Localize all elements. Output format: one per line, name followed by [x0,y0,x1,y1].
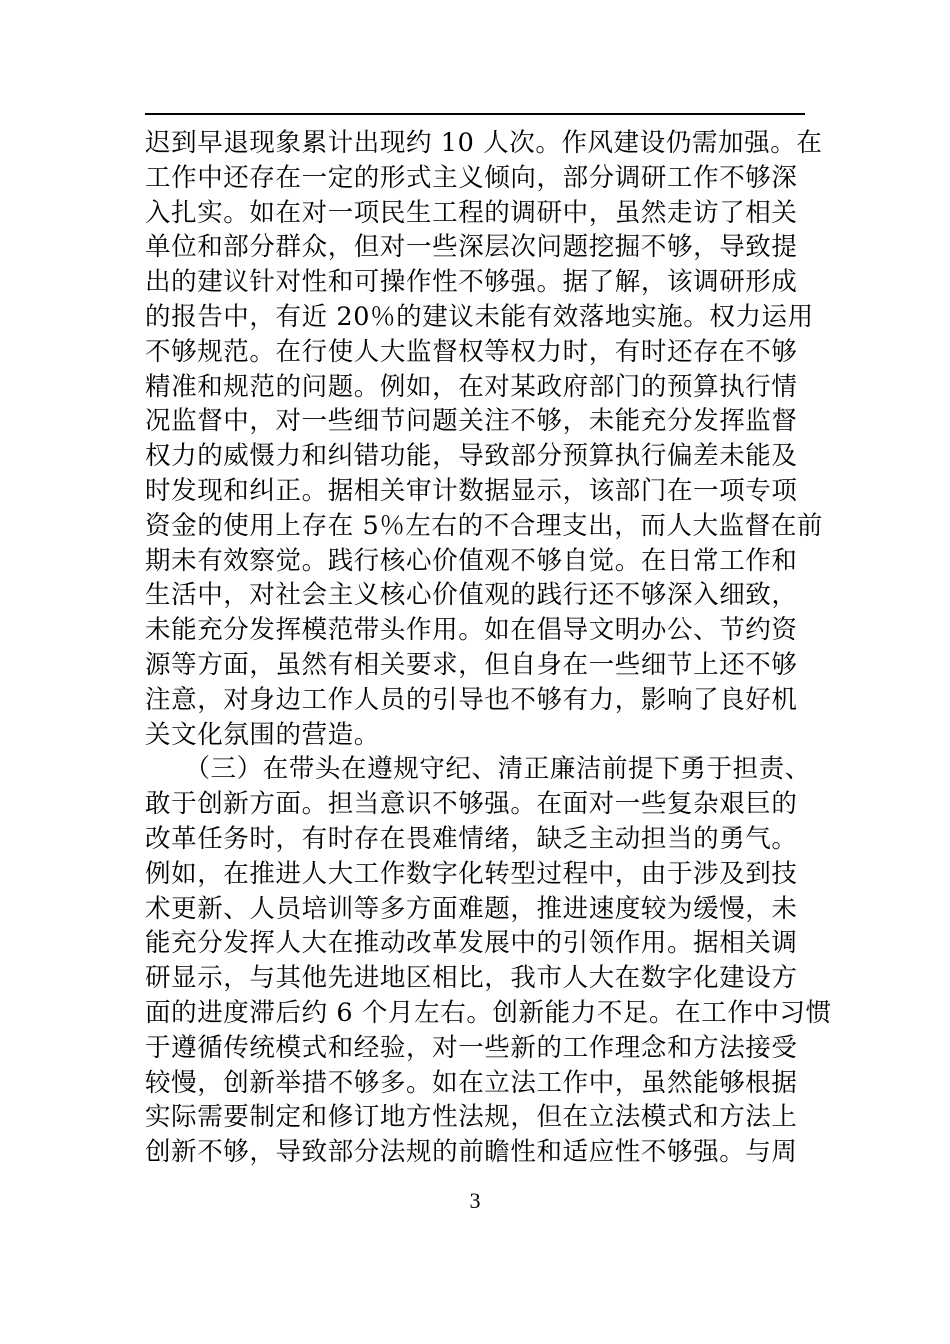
text-line: 实际需要制定和修订地方性法规，但在立法模式和方法上 [145,1102,798,1133]
text-line: 精准和规范的问题。例如，在对某政府部门的预算执行情 [145,371,798,402]
text-line: 研显示，与其他先进地区相比，我市人大在数字化建设方 [145,963,798,994]
text-line: 创新不够，导致部分法规的前瞻性和适应性不够强。与周 [145,1137,798,1168]
text-line: 生活中，对社会主义核心价值观的践行还不够深入细致， [145,580,798,611]
section-heading-line: （三）在带头在遵规守纪、清正廉洁前提下勇于担责、 [145,754,811,785]
text-line: 迟到早退现象累计出现约 10 人次。作风建设仍需加强。在 [145,128,823,158]
text-line: 出的建议针对性和可操作性不够强。据了解，该调研形成 [145,267,798,298]
text-line: 未能充分发挥模范带头作用。如在倡导文明办公、节约资 [145,615,798,646]
text-line: 源等方面，虽然有相关要求，但自身在一些细节上还不够 [145,649,798,680]
text-line: 资金的使用上存在 5％左右的不合理支出，而人大监督在前 [145,510,824,541]
text-line: 工作中还存在一定的形式主义倾向，部分调研工作不够深 [145,162,798,193]
text-line: 面的进度滞后约 6 个月左右。创新能力不足。在工作中习惯 [145,997,832,1028]
text-line: 况监督中，对一些细节问题关注不够，未能充分发挥监督 [145,406,798,437]
text-line: 不够规范。在行使人大监督权等权力时，有时还存在不够 [145,336,798,367]
text-line: 改革任务时，有时存在畏难情绪，缺乏主动担当的勇气。 [145,823,798,854]
text-line: 的报告中，有近 20％的建议未能有效落地实施。权力运用 [145,301,814,332]
text-line: 时发现和纠正。据相关审计数据显示，该部门在一项专项 [145,475,798,506]
text-line: 权力的威慑力和纠错功能，导致部分预算执行偏差未能及 [145,441,798,472]
text-line: 单位和部分群众，但对一些深层次问题挖掘不够，导致提 [145,232,798,263]
text-line: 注意，对身边工作人员的引导也不够有力，影响了良好机 [145,684,798,715]
text-line: 敢于创新方面。担当意识不够强。在面对一些复杂艰巨的 [145,789,798,820]
text-line: 于遵循传统模式和经验，对一些新的工作理念和方法接受 [145,1032,798,1063]
text-line: 较慢，创新举措不够多。如在立法工作中，虽然能够根据 [145,1067,798,1098]
text-line: 入扎实。如在对一项民生工程的调研中，虽然走访了相关 [145,197,798,228]
text-line: 例如，在推进人大工作数字化转型过程中，由于涉及到技 [145,858,798,889]
body-text [145,126,832,1170]
text-line: 期未有效察觉。践行核心价值观不够自觉。在日常工作和 [145,545,798,576]
text-line: 能充分发挥人大在推动改革发展中的引领作用。据相关调 [145,928,798,959]
text-line: 关文化氛围的营造。 [145,719,380,750]
header-rule [145,113,805,115]
page-number: 3 [469,1188,481,1213]
text-line: 术更新、人员培训等多方面难题，推进速度较为缓慢，未 [145,893,798,924]
